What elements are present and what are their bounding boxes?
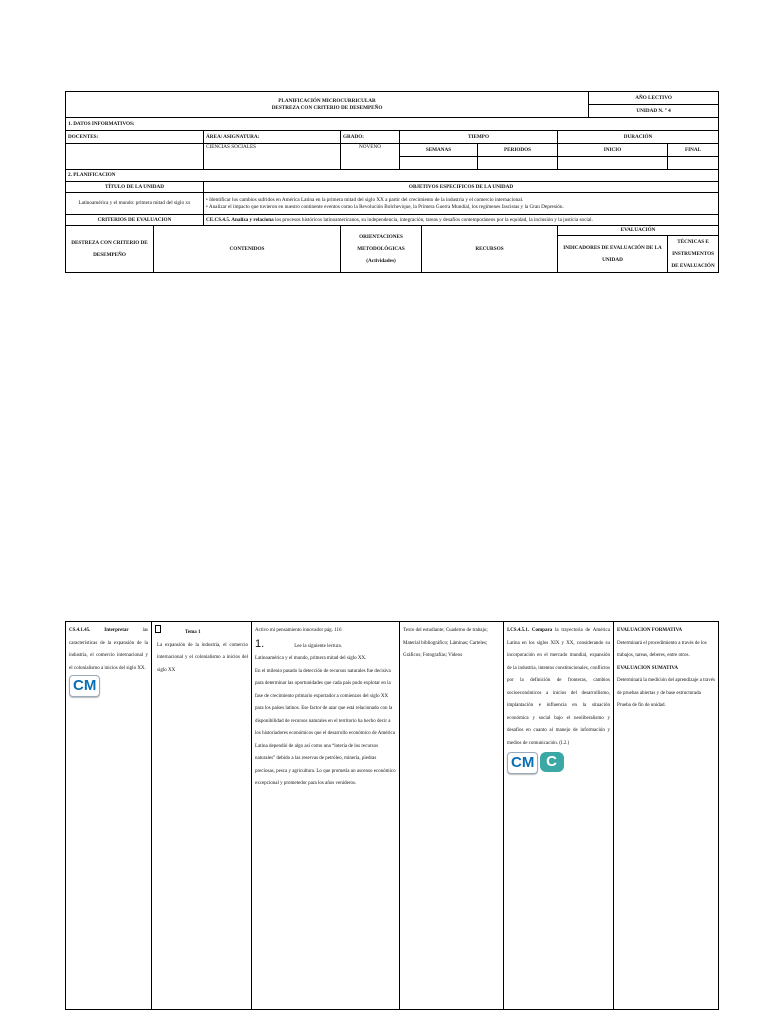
destreza-code: CS.4.1.45. [69,628,91,633]
formativa-text: Determinará el procedimiento a través de los trabajos, tareas, deberes, entre otros. [617,640,707,658]
grado-value: NOVENO [341,144,400,170]
semanas-label: SEMANAS [400,144,478,157]
activo-text: Activo mi pensamiento innovador pág. 116 [255,628,342,633]
col-recursos: RECURSOS [422,226,558,273]
criterios-label: CRITERIOS DE EVALUACION [66,215,204,226]
docentes-label: DOCENTES: [66,131,204,144]
docentes-value [66,144,204,170]
section-planificacion: 2. PLANIFICACION [66,170,719,182]
indicador-text: la trayectoria de América Latina en los siglos XIX y XX, considerando su incorporación en el mercado mundial, expansión de la industria, intentos constitucionales, conflictos por la definición de fronteras, cambios socioeconómicos a inicios del desarrollismo, implantación e influencia en la situación económica y social bajo el neoliberalismo y desafíos en cuanto al manejo de información y medios de comunicación. (I.2.) [507,628,610,746]
col-evaluacion: EVALUACIÓN [558,226,719,236]
contenidos-cell [152,622,252,1010]
final-value [668,157,719,170]
criterio-value [204,215,719,226]
indicadores-cell [504,622,614,1010]
c-logo-icon: C [540,752,564,772]
objetivo-item: • Analizar el impacto que tuvieron en nuestro continente eventos como la Revolución Bolchevique, la Primera Guerra Mundial, los regímenes fascistas y la Gran Depresión. [206,203,564,210]
destreza-cell [66,622,152,1010]
tecnicas-cell [614,622,719,1010]
objetivo-item: • Identificar los cambios sufridos en América Latina en la primera mitad del siglo XX a partir del crecimiento de la industria y el comercio internacional. [206,197,524,203]
col-orientaciones [341,226,422,273]
destreza-text: las características de la expansión de la industria, el comercio internacional y el colonialismo a inicios del siglo XX. [69,628,148,671]
sumativa-text: Determinará la medición del aprendizaje a través de pruebas abiertas y de base estructurada Prueba de fin de unidad. [617,678,716,708]
ano-lectivo-label: AÑO LECTIVO [589,92,719,105]
title-cell [66,92,589,118]
orientaciones-cell [252,622,400,1010]
area-label: ÁREA/ ASIGNATURA: [204,131,341,144]
col-contenidos: CONTENIDOS [154,226,341,273]
section-datos-informativos: 1. DATOS INFORMATIVOS: [66,118,719,131]
planning-header-table [65,91,719,273]
lectura-title: Latinoamérica y el mundo, primera mitad del siglo XX. [255,656,367,661]
recursos-cell: Texto del estudiante; Cuaderno de trabajo; Material bibliográfico; Láminas; Carteles; Gráficos; Fotografías; Videos [400,622,504,1010]
unidad-label: UNIDAD N. ° 4 [589,105,719,118]
area-value: CIENCIAS SOCIALES [204,144,341,170]
semanas-value [400,157,478,170]
formativa-title: EVALUACION FORMATIVA [617,628,683,633]
col-tecnicas: TÉCNICAS E INSTRUMENTOS DE EVALUACIÓN [668,236,719,273]
actividades-label: (Actividades) [366,258,396,264]
duracion-label: DURACIÓN [558,131,719,144]
final-label: FINAL [668,144,719,157]
grado-label: GRADO: [341,131,400,144]
periodos-label: PERIODOS [478,144,558,157]
titulo-unidad-value: Latinoamérica y el mundo: primera mitad del siglo xx [66,193,204,215]
title-secondary: DESTREZA CON CRITERIO DE DESEMPEÑO [271,104,383,111]
criterio-text: los procesos históricos latinoamericanos, su independencia, integración, tareas y desafíos contemporáneos por la equidad, la inclusión y la justicia social. [273,216,593,223]
indicador-verb: Compara [531,628,553,633]
contenido-text: La expansión de la industria, el comercio internacional y el colonialismo a inicios del siglo XX [157,642,248,673]
destreza-verb: Interpretar [104,628,129,633]
inicio-value [558,157,668,170]
cm-logo-icon: CM [507,752,538,774]
tema-title: Tema 1 [185,630,201,635]
objetivos-value [204,193,719,215]
orientaciones-label: ORIENTACIONES METODOLÓGICAS [357,234,405,252]
tiempo-label: TIEMPO [400,131,558,144]
objetivos-label: OBJETIVOS ESPECIFICOS DE LA UNIDAD [204,182,719,193]
step-number: 1. [255,637,265,650]
indicador-code: I.CS.4.5.1. [507,628,530,633]
col-destreza: DESTREZA CON CRITERIO DE DESEMPEÑO [66,226,154,273]
titulo-unidad-label: TÍTULO DE LA UNIDAD [66,182,204,193]
inicio-label: INICIO [558,144,668,157]
lectura-text: En el milenio pasado la detección de recursos naturales fue decisiva para determinar las oportunidades que cada país pudo explotar en la fase de crecimiento primario exportador a comienzos del siglo XX para los países latinos. Ese factor de azar que está relacionado con la disponibilidad de recursos naturales en el territorio ha hecho decir a los historiadores económicos que el desarrollo económico de América Latina dependió de algo así como una “lotería de los recursos naturales” debido a las reservas de petróleo, minería, piedras preciosas, pesca y agricultura. Lo que prometía un ascenso económico excepcional y prometedor para los años venideros. [255,668,396,786]
periodos-value [478,157,558,170]
sumativa-title: EVALUACION SUMATIVA [617,665,678,671]
planning-body-table [65,621,719,1010]
criterio-code: CE.CS.4.5. Analiza y relaciona [206,216,274,223]
lee-text: Lee la siguiente lectura. [294,643,342,649]
square-glyph-icon [155,625,161,633]
title-primary: PLANIFICACIÓN MICROCURRICULAR [278,98,376,104]
cm-logo-icon: CM [69,675,100,697]
col-indicadores: INDICADORES DE EVALUACIÓN DE LA UNIDAD [558,236,668,273]
